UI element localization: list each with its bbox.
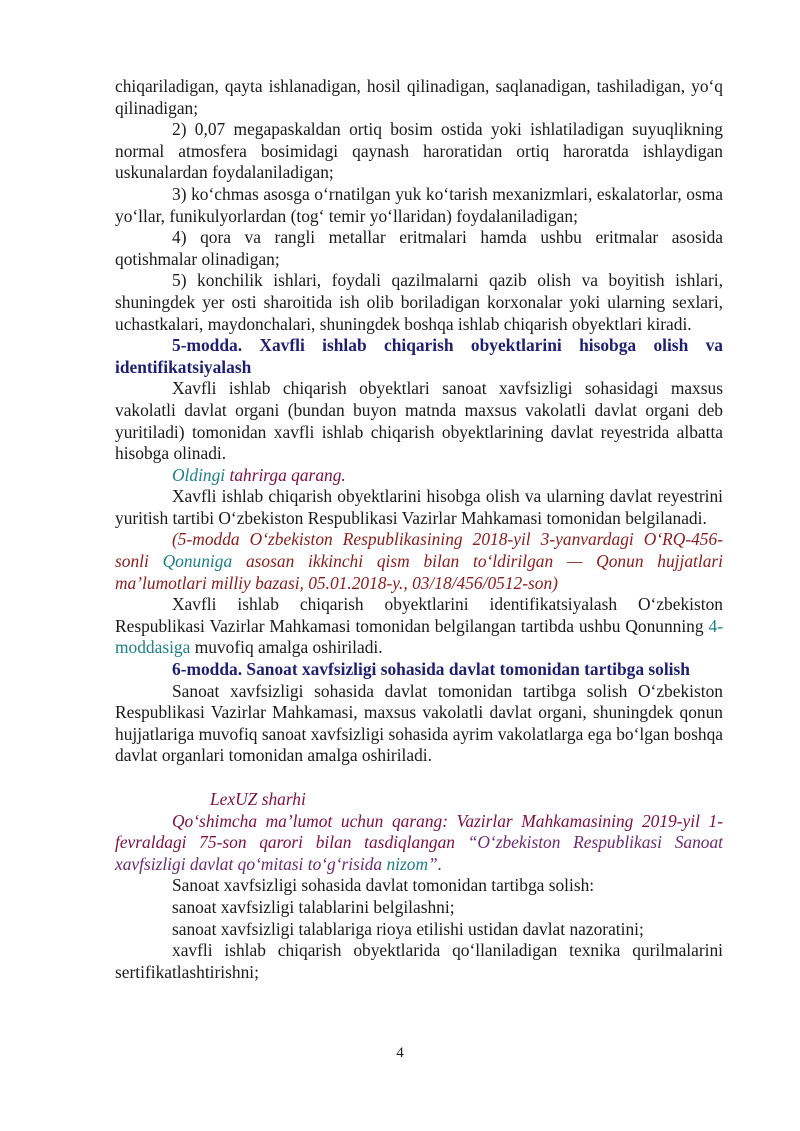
article-5-paragraph-3: [115, 594, 723, 659]
law-link[interactable]: Qonuniga: [162, 551, 233, 572]
lexuz-comment-text: [115, 811, 723, 876]
lexuz-comment-text-b: “O‘zbekiston Respublikasi Sanoat xavfsizligi davlat qo‘mitasi to‘g‘risida: [115, 832, 723, 874]
lexuz-comment-title: LexUZ sharhi: [210, 789, 306, 809]
paragraph-item-5: 5) konchilik ishlari, foydali qazilmalarni qazib olish va boyitish ishlari, shuningdek yer osti sharoitida ish olib boriladigan korxonalar yoki ularning sexlari, uchastkalari, maydonchalari, shuningdek boshqa ishlab chiqarish obyektlari kiradi.: [115, 270, 723, 334]
lexuz-comment-text-c: ”.: [428, 853, 443, 874]
article-6-paragraph-1: Sanoat xavfsizligi sohasida davlat tomonidan tartibga solish O‘zbekiston Respublikasi Vazirlar Mahkamasi, maxsus vakolatli davlat organi, shuningdek qonun hujjatlariga muvofiq sanoat xavfsizligi sohasida ayrim vakolatlarga ega bo‘lgan boshqa davlat organlari tomonidan amalga oshiriladi.: [115, 680, 723, 766]
previous-edition-note: [115, 465, 723, 487]
amendment-text-b: asosan ikkinchi qism bilan to‘ldirilgan — Qonun hujjatlari ma’lumotlari milliy bazasi,: [115, 551, 723, 593]
regulation-link[interactable]: nizom: [386, 853, 429, 874]
article-5-paragraph-3-text-a: Xavfli ishlab chiqarish obyektlarini identifikatsiyalash O‘zbekiston Respublikasi Vazirlar Mahkamasi tomonidan belgilangan tartibda ushbu Qonunning: [115, 594, 723, 636]
previous-edition-link[interactable]: Oldingi: [172, 464, 226, 485]
database-reference-link[interactable]: 05.01.2018-y., 03/18/456/0512-son): [308, 572, 558, 593]
article-6-list-item-2: sanoat xavfsizligi talablariga rioya etilishi ustidan davlat nazoratini;: [172, 918, 644, 939]
article-6-paragraph-2: Sanoat xavfsizligi sohasida davlat tomonidan tartibga solish:: [172, 875, 595, 896]
article-6-heading: 6-modda. Sanoat xavfsizligi sohasida davlat tomonidan tartibga solish: [172, 659, 690, 680]
article-5-paragraph-3-text-b: muvofiq amalga oshiriladi.: [190, 637, 383, 658]
article-6-list-item-1: sanoat xavfsizligi talablarini belgilashni;: [172, 896, 455, 917]
article-5-heading: 5-modda. Xavfli ishlab chiqarish obyektlarini hisobga olish va identifikatsiyalash: [115, 335, 723, 377]
paragraph-item-2: 2) 0,07 megapaskaldan ortiq bosim ostida yoki ishlatiladigan suyuqlikning normal atmosfera bosimidagi qaynash haroratidan ortiq haroratda ishlaydigan uskunalardan foydalaniladigan;: [115, 119, 723, 183]
amendment-text-a: (5-modda O‘zbekiston Respublikasining 2018-yil 3-yanvardagi O‘RQ-456-sonli: [115, 529, 723, 572]
article-5-paragraph-1: Xavfli ishlab chiqarish obyektlari sanoat xavfsizligi sohasidagi maxsus vakolatli davlat organi (bundan buyon matnda maxsus vakolatli davlat organi deb yuritiladi) tomonidan xavfli ishlab chiqarish obyektlarining davlat reyestrida albatta hisobga olinadi.: [115, 378, 723, 464]
article-5-paragraph-2: Xavfli ishlab chiqarish obyektlarini hisobga olish va ularning davlat reyestrini yuritish tartibi O‘zbekiston Respublikasi Vazirlar Mahkamasi tomonidan belgilanadi.: [115, 486, 723, 528]
lexuz-comment-text-a: Qo‘shimcha ma’lumot uchun qarang: Vazirlar Mahkamasining 2019-yil 1-fevraldagi 75-son qarori bilan tasdiqlangan: [115, 810, 723, 853]
document-page: [115, 76, 723, 983]
article-4-link[interactable]: 4-moddasiga: [115, 615, 723, 658]
previous-edition-text: tahrirga qarang.: [225, 464, 346, 485]
paragraph-item-3: 3) ko‘chmas asosga o‘rnatilgan yuk ko‘tarish mexanizmlari, eskalatorlar, osma yo‘llar, funikulyorlardan (tog‘ temir yo‘llaridan) foydalaniladigan;: [115, 183, 723, 226]
paragraph-continuation: chiqariladigan, qayta ishlanadigan, hosil qilinadigan, saqlanadigan, tashiladigan, yo‘q qilinadigan;: [115, 76, 723, 118]
amendment-note: [115, 529, 723, 594]
paragraph-item-4: 4) qora va rangli metallar eritmalari hamda ushbu eritmalar asosida qotishmalar olinadigan;: [115, 227, 723, 269]
page-number: 4: [396, 1045, 404, 1061]
article-6-list-item-3: xavfli ishlab chiqarish obyektlarida qo‘llaniladigan texnika qurilmalarini sertifikatlashtirishni;: [115, 940, 723, 982]
